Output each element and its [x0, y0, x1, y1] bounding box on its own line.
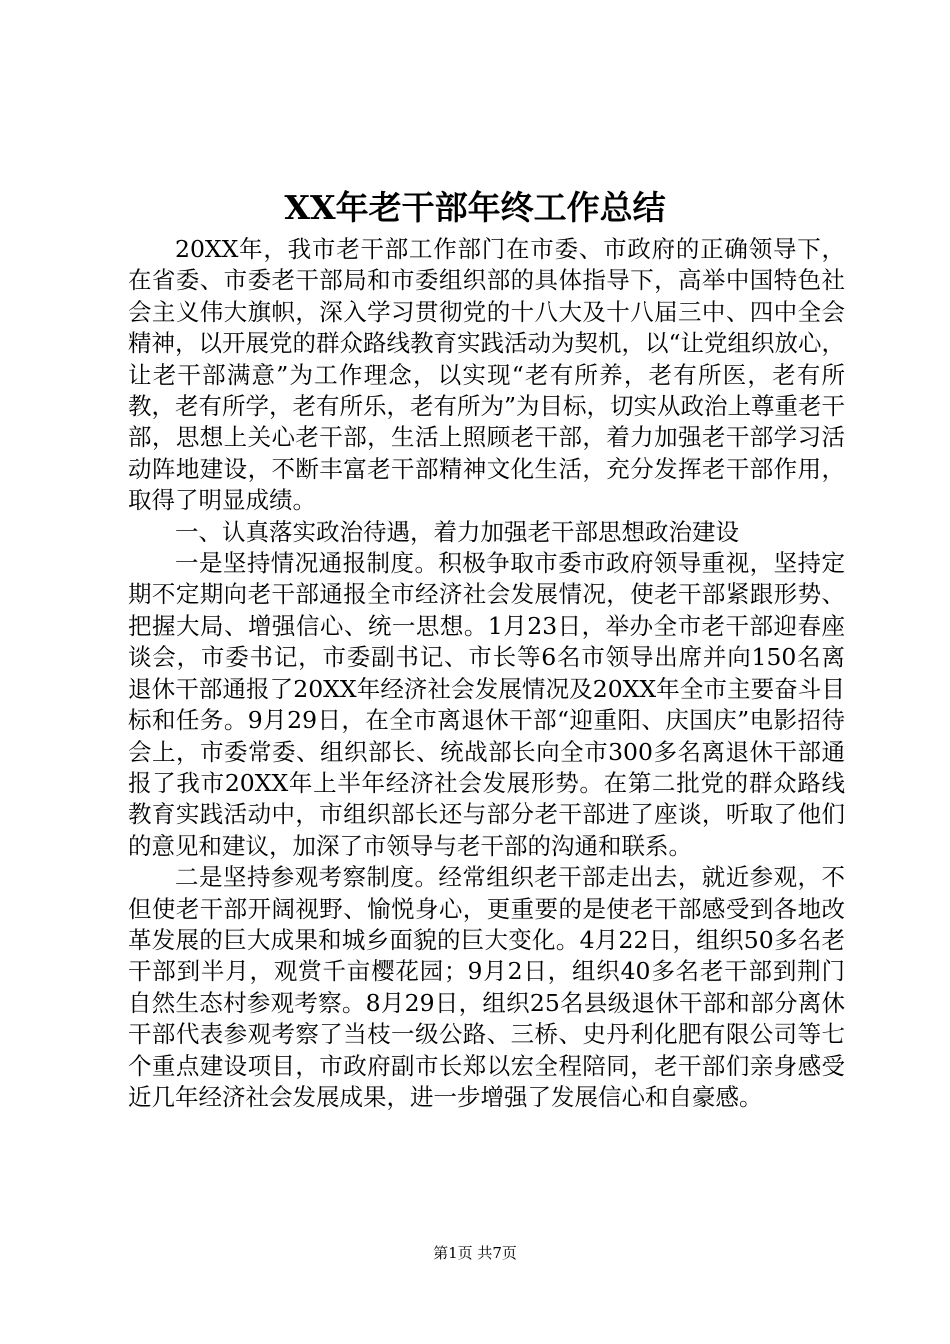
- paragraph-intro: 20XX年，我市老干部工作部门在市委、市政府的正确领导下，在省委、市委老干部局和市委组织部的具体指导下，高举中国特色社会主义伟大旗帜，深入学习贯彻党的十八大及十八届三中、四中全会精神，以开展党的群众路线教育实践活动为契机，以“让党组织放心，让老干部满意”为工作理念，以实现“老有所养，老有所医，老有所教，老有所学，老有所乐，老有所为”为目标，切实从政治上尊重老干部，思想上关心老干部，生活上照顾老干部，着力加强老干部学习活动阵地建设，不断丰富老干部精神文化生活，充分发挥老干部作用，取得了明显成绩。: [128, 235, 846, 515]
- paragraph-briefing-system: 一是坚持情况通报制度。积极争取市委市政府领导重视，坚持定期不定期向老干部通报全市经济社会发展情况，使老干部紧跟形势、把握大局、增强信心、统一思想。1月23日，举办全市老干部迎春座谈会，市委书记，市委副书记、市长等6名市领导出席并向150名离退休干部通报了20XX年经济社会发展情况及20XX年全市主要奋斗目标和任务。9月29日，在全市离退休干部“迎重阳、庆国庆”电影招待会上，市委常委、组织部长、统战部长向全市300多名离退休干部通报了我市20XX年上半年经济社会发展形势。在第二批党的群众路线教育实践活动中，市组织部长还与部分老干部进了座谈，听取了他们的意见和建议，加深了市领导与老干部的沟通和联系。: [128, 549, 845, 860]
- section-heading-1: 一、认真落实政治待遇，着力加强老干部思想政治建设: [175, 517, 739, 546]
- paragraph-visit-system: 二是坚持参观考察制度。经常组织老干部走出去，就近参观，不但使老干部开阔视野、愉悦身心，更重要的是使老干部感受到各地改革发展的巨大成果和城乡面貌的巨大变化。4月22日，组织50多名老干部到半月，观赏千亩樱花园；9月2日，组织40多名老干部到荆门自然生态村参观考察。8月29日，组织25名县级退休干部和部分离休干部代表参观考察了当枝一级公路、三桥、史丹利化肥有限公司等七个重点建设项目，市政府副市长郑以宏全程陪同，老干部们亲身感受近几年经济社会发展成果，进一步增强了发展信心和自豪感。: [128, 863, 845, 1111]
- document-title: XX年老干部年终工作总结: [284, 188, 666, 227]
- page-footer: 第1页 共7页: [433, 1244, 517, 1262]
- document-body: [128, 234, 845, 1113]
